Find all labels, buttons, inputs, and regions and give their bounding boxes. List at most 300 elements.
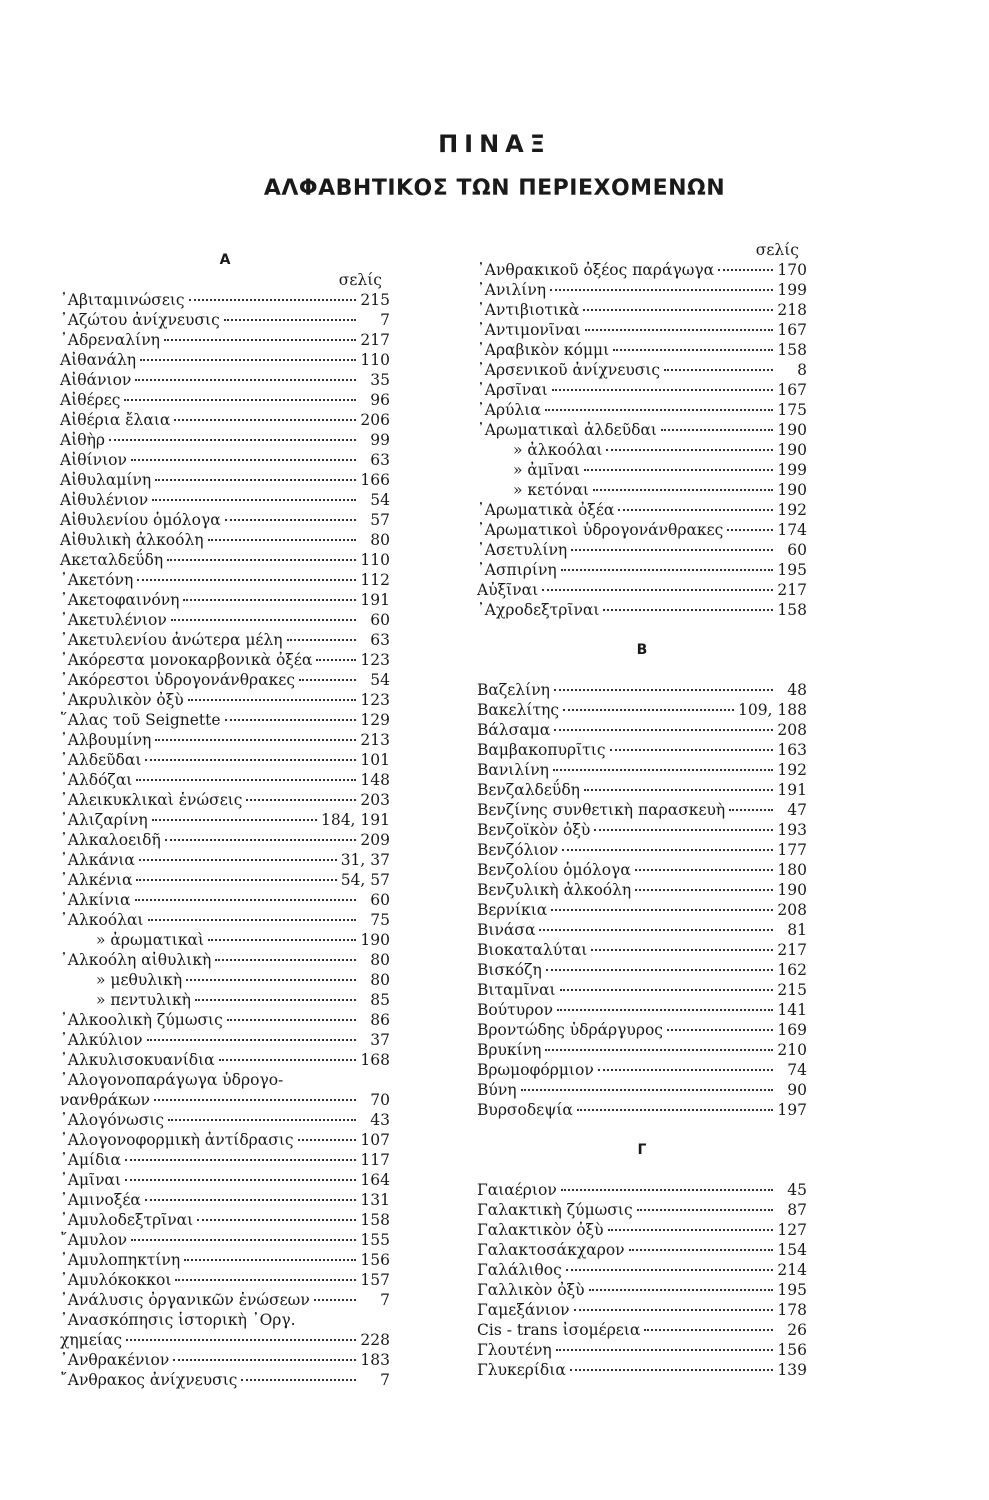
page-number: 148 <box>360 771 390 789</box>
index-entry <box>60 690 390 710</box>
index-term: ᾿Αλογονοφορμικὴ ἀντίδρασις <box>60 1131 294 1149</box>
index-entry <box>60 890 390 910</box>
index-term: ᾿Αλογόνωσις <box>60 1111 165 1129</box>
index-entry <box>60 1010 390 1030</box>
page-number: 178 <box>777 1301 807 1319</box>
index-term: Βανιλίνη <box>477 761 549 779</box>
dot-leader <box>173 1359 356 1361</box>
page-number: 80 <box>370 531 390 549</box>
page-number: 123 <box>360 651 390 669</box>
index-term: ῞Αλας τοῦ Seignette <box>60 711 221 729</box>
section-letter-a: Α <box>219 252 231 268</box>
index-term: ᾿Αμυλοπηκτίνη <box>60 1251 181 1269</box>
index-term: ᾿Αλκοόλαι <box>60 911 144 929</box>
dot-leader <box>554 729 773 731</box>
dot-leader <box>661 429 773 431</box>
section-letter-b: Β <box>636 642 648 658</box>
index-entry <box>477 800 807 820</box>
index-term: ᾿Αντιμονῖναι <box>477 321 581 339</box>
dot-leader <box>167 559 356 561</box>
index-term: χημείας <box>60 1331 123 1349</box>
page-number: 215 <box>777 981 807 999</box>
index-term: ᾿Ακρυλικὸν ὀξὺ <box>60 691 184 709</box>
dot-leader <box>556 1349 773 1351</box>
index-entry <box>477 540 807 560</box>
index-entry <box>60 510 390 530</box>
index-term: Βενζολίου ὁμόλογα <box>477 861 631 879</box>
page-number: 107 <box>360 1131 390 1149</box>
index-entry <box>60 1330 390 1350</box>
index-entry <box>477 1360 807 1380</box>
index-term: ᾿Ανθρακένιον <box>60 1351 170 1369</box>
page-number: 86 <box>370 1011 390 1029</box>
page-number: 87 <box>787 1201 807 1219</box>
index-entry <box>60 1310 390 1330</box>
dot-leader <box>227 1019 356 1021</box>
dot-leader <box>553 769 773 771</box>
index-term: Βιταμῖναι <box>477 981 556 999</box>
index-term: ᾿Ανάλυσις ὀργανικῶν ἑνώσεων <box>60 1291 310 1309</box>
page-number: 109, 188 <box>737 701 807 719</box>
index-term: ᾿Αμυλοδεξτρῖναι <box>60 1211 194 1229</box>
index-term: ᾿Αλκοόλη αἰθυλικὴ <box>60 951 212 969</box>
dot-leader <box>566 1269 773 1271</box>
dot-leader <box>152 499 356 501</box>
index-entry <box>60 630 390 650</box>
index-entry <box>477 1240 807 1260</box>
index-term: Βενζίνης συνθετικὴ παρασκευὴ <box>477 801 726 819</box>
index-entry <box>60 790 390 810</box>
dot-leader <box>603 609 773 611</box>
index-term: Αἰθίνιον <box>60 451 127 469</box>
index-entry <box>477 600 807 620</box>
index-entry <box>477 760 807 780</box>
index-term: ᾿Αζώτου ἀνίχνευσις <box>60 311 220 329</box>
index-entry <box>60 950 390 970</box>
dot-leader <box>148 919 357 921</box>
index-entry <box>477 1180 807 1200</box>
dot-leader <box>644 1329 773 1331</box>
dot-leader <box>584 469 773 471</box>
dot-leader <box>577 1109 773 1111</box>
index-term: ᾿Αλβουμίνη <box>60 731 152 749</box>
index-term: Γαμεξάνιον <box>477 1301 570 1319</box>
index-entry <box>477 280 807 300</box>
page-number: 99 <box>370 431 390 449</box>
index-term: ᾿Αλεικυκλικαὶ ἑνώσεις <box>60 791 243 809</box>
index-entry <box>60 1150 390 1170</box>
page-number: 213 <box>360 731 390 749</box>
index-entry <box>60 410 390 430</box>
page-number: 218 <box>777 301 807 319</box>
index-entry <box>477 1340 807 1360</box>
index-term: ᾿Ανθρακικοῦ ὀξέος παράγωγα <box>477 261 715 279</box>
page-number: 158 <box>777 601 807 619</box>
index-term: Βισκόζη <box>477 961 542 979</box>
index-entry <box>60 330 390 350</box>
index-term: Αἰθέρια ἔλαια <box>60 411 171 429</box>
page-number: 155 <box>360 1231 390 1249</box>
index-entry <box>477 500 807 520</box>
index-entry <box>60 1110 390 1130</box>
index-entry <box>60 450 390 470</box>
index-term: » μεθυλικὴ <box>96 971 183 989</box>
dot-leader <box>613 349 773 351</box>
page-number: 43 <box>370 1111 390 1129</box>
index-term: ᾿Αδρεναλίνη <box>60 331 160 349</box>
dot-leader <box>729 809 773 811</box>
dot-leader <box>188 699 356 701</box>
index-entry <box>60 910 390 930</box>
page-number: 157 <box>360 1271 390 1289</box>
index-entry <box>60 570 390 590</box>
index-term: Γαλακτοσάκχαρον <box>477 1241 625 1259</box>
dot-leader <box>610 749 773 751</box>
page-number: 199 <box>777 281 807 299</box>
dot-leader <box>589 1289 773 1291</box>
index-entry <box>477 380 807 400</box>
dot-leader <box>241 1379 356 1381</box>
index-entry <box>60 1250 390 1270</box>
index-term: Αἰθανάλη <box>60 351 137 369</box>
page-number: 54, 57 <box>340 871 390 889</box>
page-number: 190 <box>360 931 390 949</box>
index-entry <box>60 1190 390 1210</box>
page-number: 180 <box>777 861 807 879</box>
index-term: Γαλάλιθος <box>477 1261 562 1279</box>
index-entry <box>60 590 390 610</box>
index-term: ᾿Ακετόνη <box>60 571 134 589</box>
index-term: ᾿Αλκάνια <box>60 851 135 869</box>
index-entry <box>477 780 807 800</box>
index-term: ᾿Αβιταμινώσεις <box>60 291 185 309</box>
index-entry <box>60 550 390 570</box>
page-column-header: σελίς <box>755 241 799 259</box>
index-list-b <box>477 680 807 1120</box>
page-number: 177 <box>777 841 807 859</box>
page-number: 195 <box>777 1281 807 1299</box>
page-number: 158 <box>777 341 807 359</box>
index-entry <box>60 650 390 670</box>
index-term: ᾿Αλιζαρίνη <box>60 811 148 829</box>
dot-leader <box>554 689 773 691</box>
index-term: ᾿Αλκένια <box>60 871 133 889</box>
dot-leader <box>546 969 773 971</box>
dot-leader <box>155 739 356 741</box>
page-number: 164 <box>360 1171 390 1189</box>
page-number: 156 <box>777 1341 807 1359</box>
index-column-right <box>477 240 807 1380</box>
page-number: 54 <box>370 491 390 509</box>
dot-leader <box>140 359 356 361</box>
index-term: ᾿Αρσῖναι <box>477 381 548 399</box>
page-number: 123 <box>360 691 390 709</box>
index-term: ᾿Ανασκόπησις ἱστορικὴ ᾿Οργ. <box>60 1311 296 1329</box>
dot-leader <box>124 399 356 401</box>
page-number: 129 <box>360 711 390 729</box>
index-term: Γλυκερίδια <box>477 1361 566 1379</box>
index-entry <box>60 1130 390 1150</box>
dot-leader <box>298 1139 356 1141</box>
index-entry <box>477 420 807 440</box>
page-number: 54 <box>370 671 390 689</box>
index-term: ᾿Αμυλόκοκκοι <box>60 1271 172 1289</box>
page-number: 170 <box>777 261 807 279</box>
dot-leader <box>608 1229 773 1231</box>
page-number: 190 <box>777 881 807 899</box>
index-term: ᾿Ακόρεστοι ὑδρογονάνθρακες <box>60 671 296 689</box>
index-term: ᾿Αλδεῦδαι <box>60 751 142 769</box>
index-term: Βάλσαμα <box>477 721 551 739</box>
index-entry <box>477 1080 807 1100</box>
dot-leader <box>126 1339 356 1341</box>
index-term: » πεντυλικὴ <box>96 991 191 1009</box>
page-number: 110 <box>360 551 390 569</box>
dot-leader <box>154 1099 356 1101</box>
index-entry <box>60 1070 390 1090</box>
dot-leader <box>629 1249 773 1251</box>
index-term: Γλουτένη <box>477 1341 552 1359</box>
page-number: 8 <box>797 361 807 379</box>
index-entry <box>60 1170 390 1190</box>
index-entry <box>477 1060 807 1080</box>
page-number: 217 <box>777 581 807 599</box>
index-entry <box>60 430 390 450</box>
page-number: 195 <box>777 561 807 579</box>
index-term: » ἀλκοόλαι <box>513 441 603 459</box>
page-number: 7 <box>380 311 390 329</box>
page-number: 162 <box>777 961 807 979</box>
index-term: ᾿Ακετυλενίου ἀνώτερα μέλη <box>60 631 283 649</box>
dot-leader <box>667 1029 773 1031</box>
dot-leader <box>147 1039 356 1041</box>
dot-leader <box>521 1089 773 1091</box>
index-entry <box>477 860 807 880</box>
index-entry <box>60 770 390 790</box>
dot-leader <box>571 549 773 551</box>
dot-leader <box>557 1009 773 1011</box>
index-column-left <box>60 250 390 1390</box>
page-number: 154 <box>777 1241 807 1259</box>
dot-leader <box>552 389 773 391</box>
dot-leader <box>550 289 773 291</box>
index-entry <box>477 1320 807 1340</box>
dot-leader <box>225 719 356 721</box>
index-term: ᾿Αρωματικὰ ὀξέα <box>477 501 615 519</box>
index-entry <box>60 290 390 310</box>
dot-leader <box>224 319 356 321</box>
page-number: 183 <box>360 1351 390 1369</box>
index-term: ᾿Αρωματικοὶ ὑδρογονάνθρακες <box>477 521 724 539</box>
page-number: 192 <box>777 761 807 779</box>
dot-leader <box>131 459 356 461</box>
dot-leader <box>186 979 356 981</box>
dot-leader <box>635 869 773 871</box>
index-term: Βερνίκια <box>477 901 548 919</box>
index-entry <box>477 940 807 960</box>
dot-leader <box>664 369 773 371</box>
page-number: 7 <box>380 1291 390 1309</box>
page-number: 215 <box>360 291 390 309</box>
index-term: » ἀμῖναι <box>513 461 580 479</box>
dot-leader <box>561 1189 773 1191</box>
dot-leader <box>125 1159 356 1161</box>
page-number: 217 <box>360 331 390 349</box>
page-number: 228 <box>360 1331 390 1349</box>
index-entry <box>60 370 390 390</box>
page-number: 31, 37 <box>340 851 390 869</box>
index-term: Βαζελίνη <box>477 681 550 699</box>
dot-leader <box>189 299 356 301</box>
page-number: 131 <box>360 1191 390 1209</box>
page-number: 203 <box>360 791 390 809</box>
page-number: 127 <box>777 1221 807 1239</box>
index-entry <box>477 1200 807 1220</box>
index-term: ᾿Αλογονοπαράγωγα ὑδρογο- <box>60 1071 284 1089</box>
index-term: ᾿Αντιβιοτικὰ <box>477 301 580 319</box>
index-term: ᾿Αμινοξέα <box>60 1191 141 1209</box>
index-entry <box>60 830 390 850</box>
dot-leader <box>137 579 356 581</box>
page-number: 63 <box>370 451 390 469</box>
page-number: 208 <box>777 901 807 919</box>
index-term: ᾿Ασπιρίνη <box>477 561 557 579</box>
index-term: ᾿Αλκίνια <box>60 891 131 909</box>
index-entry <box>477 900 807 920</box>
page-number: 26 <box>787 1321 807 1339</box>
index-term: ᾿Ακετυλένιον <box>60 611 167 629</box>
index-entry <box>60 490 390 510</box>
index-term: Αἰθὴρ <box>60 431 106 449</box>
index-term: Αὐξῖναι <box>477 581 539 599</box>
dot-leader <box>637 1209 773 1211</box>
dot-leader <box>219 1059 356 1061</box>
page-number: 156 <box>360 1251 390 1269</box>
page-subtitle: ΑΛΦΑΒΗΤΙΚΟΣ ΤΩΝ ΠΕΡΙΕΧΟΜΕΝΩΝ <box>263 176 726 201</box>
page-number: 60 <box>370 611 390 629</box>
page-number: 81 <box>787 921 807 939</box>
page-number: 60 <box>370 891 390 909</box>
index-term: ᾿Ανιλίνη <box>477 281 547 299</box>
index-entry <box>60 390 390 410</box>
index-entry <box>477 1280 807 1300</box>
index-term: ᾿Αρωματικαὶ ἀλδεῦδαι <box>477 421 657 439</box>
index-term: » κετόναι <box>513 481 590 499</box>
dot-leader <box>135 379 356 381</box>
page-number: 45 <box>787 1181 807 1199</box>
index-term: ᾿Ακετοφαινόνη <box>60 591 180 609</box>
dot-leader <box>563 709 734 711</box>
page-number: 175 <box>777 401 807 419</box>
index-term: Αἰθυλένιον <box>60 491 149 509</box>
dot-leader <box>585 329 773 331</box>
page-number: 80 <box>370 971 390 989</box>
dot-leader <box>152 819 317 821</box>
page-number: 63 <box>370 631 390 649</box>
index-entry <box>60 710 390 730</box>
index-term: Βακελίτης <box>477 701 560 719</box>
index-term: ᾿Αλκοολικὴ ζύμωσις <box>60 1011 223 1029</box>
index-term: ῎Ανθρακος ἀνίχνευσις <box>60 1371 238 1389</box>
page-number: 90 <box>787 1081 807 1099</box>
page-number: 209 <box>360 831 390 849</box>
index-entry <box>60 750 390 770</box>
dot-leader <box>539 929 773 931</box>
page-number: 210 <box>777 1041 807 1059</box>
dot-leader <box>583 309 773 311</box>
index-entry <box>477 680 807 700</box>
page-number: 208 <box>777 721 807 739</box>
page-number: 70 <box>370 1091 390 1109</box>
page-number: 60 <box>787 541 807 559</box>
index-term: Βροντώδης ὑδράργυρος <box>477 1021 663 1039</box>
index-entry <box>60 810 390 830</box>
page-number: 169 <box>777 1021 807 1039</box>
index-term: Βούτυρον <box>477 1001 554 1019</box>
index-term: ᾿Αρύλια <box>477 401 541 419</box>
index-term: Βρωμοφόρμιον <box>477 1061 594 1079</box>
page-number: 184, 191 <box>320 811 390 829</box>
dot-leader <box>109 439 356 441</box>
dot-leader <box>574 1309 773 1311</box>
dot-leader <box>131 1239 356 1241</box>
dot-leader <box>727 529 773 531</box>
page-number: 57 <box>370 511 390 529</box>
index-entry <box>477 920 807 940</box>
index-term: Βενζόλιον <box>477 841 559 859</box>
page-number: 191 <box>777 781 807 799</box>
dot-leader <box>618 509 773 511</box>
index-term: Γαλλικὸν ὀξὺ <box>477 1281 585 1299</box>
index-term: Αἰθέρες <box>60 391 121 409</box>
index-entry <box>60 850 390 870</box>
index-term: ᾿Αμῖναι <box>60 1171 122 1189</box>
index-entry <box>477 960 807 980</box>
index-term: ᾿Ασετυλίνη <box>477 541 568 559</box>
page-number: 35 <box>370 371 390 389</box>
page-number: 112 <box>360 571 390 589</box>
index-entry <box>477 720 807 740</box>
dot-leader <box>560 989 773 991</box>
index-entry <box>477 460 807 480</box>
index-entry <box>477 560 807 580</box>
index-entry <box>60 610 390 630</box>
index-term: Βενζοϊκὸν ὀξὺ <box>477 821 591 839</box>
index-entry <box>477 520 807 540</box>
index-entry <box>60 1090 390 1110</box>
index-entry <box>477 980 807 1000</box>
dot-leader <box>594 829 773 831</box>
dot-leader <box>287 639 356 641</box>
index-term: Αἰθυλαμίνη <box>60 471 152 489</box>
index-term: Βυρσοδεψία <box>477 1101 573 1119</box>
page-number: 139 <box>777 1361 807 1379</box>
dot-leader <box>593 489 773 491</box>
page-number: 174 <box>777 521 807 539</box>
page-number: 190 <box>777 441 807 459</box>
index-entry <box>60 1370 390 1390</box>
dot-leader <box>561 569 773 571</box>
index-term: ᾿Αρσενικοῦ ἀνίχνευσις <box>477 361 661 379</box>
index-entry <box>477 1300 807 1320</box>
index-term: Αἰθάνιον <box>60 371 132 389</box>
page-number: 166 <box>360 471 390 489</box>
dot-leader <box>195 999 356 1001</box>
page-number: 190 <box>777 421 807 439</box>
page-number: 197 <box>777 1101 807 1119</box>
index-term: » ἀρωματικαὶ <box>96 931 205 949</box>
index-term: Cis - trans ἰσομέρεια <box>477 1321 641 1339</box>
